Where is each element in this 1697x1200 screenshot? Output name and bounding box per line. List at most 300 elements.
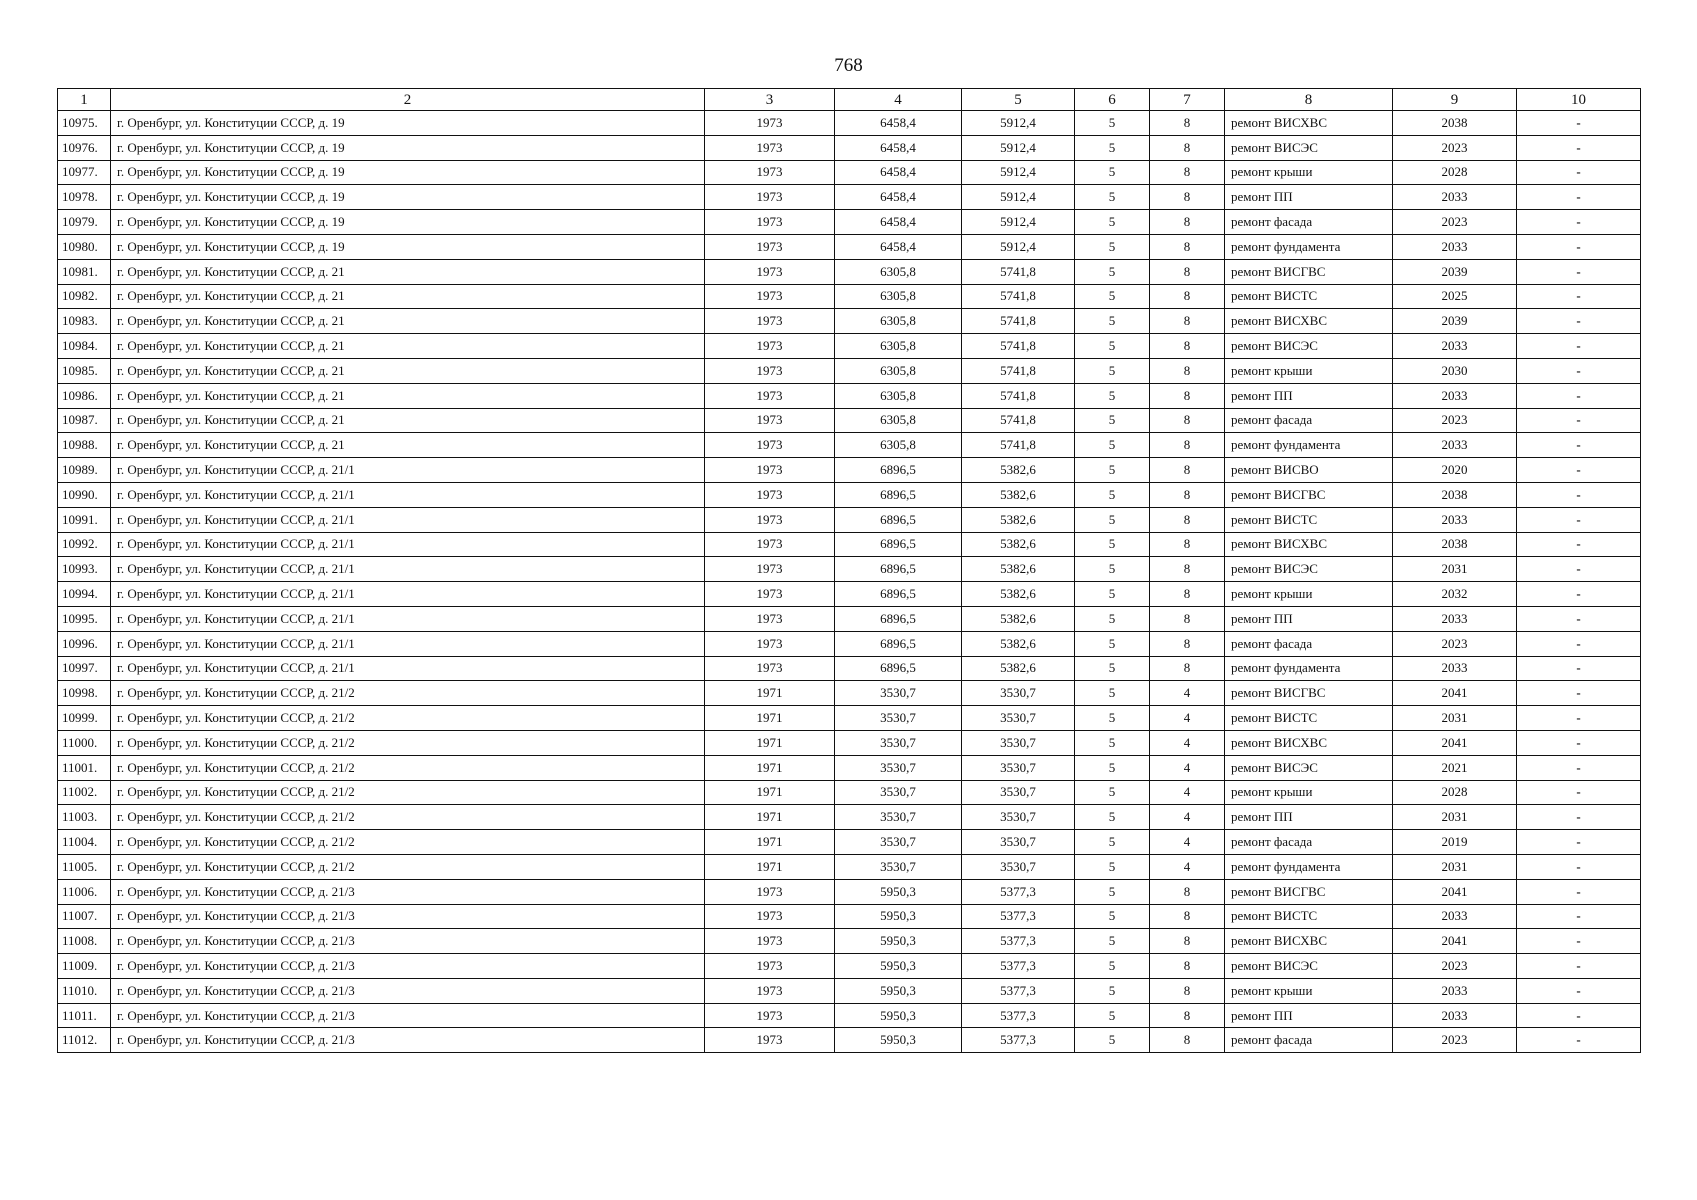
entrances-cell: 4 <box>1150 730 1225 755</box>
table-row <box>58 929 1641 954</box>
floors-cell: 5 <box>1075 185 1150 210</box>
total-area-cell: 6896,5 <box>835 507 962 532</box>
address-cell: г. Оренбург, ул. Конституции СССР, д. 21/3 <box>111 929 705 954</box>
row-number-cell: 10983. <box>58 309 111 334</box>
living-area-cell: 3530,7 <box>962 706 1075 731</box>
planned-year-cell: 2031 <box>1393 706 1517 731</box>
entrances-cell: 4 <box>1150 681 1225 706</box>
total-area-cell: 5950,3 <box>835 1003 962 1028</box>
total-area-cell: 3530,7 <box>835 805 962 830</box>
year-cell: 1971 <box>705 730 835 755</box>
table-row <box>58 160 1641 185</box>
row-number-cell: 10986. <box>58 383 111 408</box>
note-cell: - <box>1517 780 1641 805</box>
work-type-cell: ремонт ПП <box>1225 1003 1393 1028</box>
living-area-cell: 5741,8 <box>962 259 1075 284</box>
living-area-cell: 3530,7 <box>962 805 1075 830</box>
planned-year-cell: 2041 <box>1393 730 1517 755</box>
planned-year-cell: 2033 <box>1393 606 1517 631</box>
entrances-cell: 8 <box>1150 557 1225 582</box>
floors-cell: 5 <box>1075 383 1150 408</box>
address-cell: г. Оренбург, ул. Конституции СССР, д. 21 <box>111 334 705 359</box>
planned-year-cell: 2033 <box>1393 1003 1517 1028</box>
entrances-cell: 8 <box>1150 458 1225 483</box>
note-cell: - <box>1517 656 1641 681</box>
floors-cell: 5 <box>1075 681 1150 706</box>
address-cell: г. Оренбург, ул. Конституции СССР, д. 21 <box>111 284 705 309</box>
row-number-cell: 10985. <box>58 358 111 383</box>
floors-cell: 5 <box>1075 234 1150 259</box>
address-cell: г. Оренбург, ул. Конституции СССР, д. 21/2 <box>111 805 705 830</box>
floors-cell: 5 <box>1075 780 1150 805</box>
work-type-cell: ремонт фасада <box>1225 210 1393 235</box>
row-number-cell: 11006. <box>58 879 111 904</box>
table-row <box>58 111 1641 136</box>
total-area-cell: 6305,8 <box>835 433 962 458</box>
living-area-cell: 5741,8 <box>962 284 1075 309</box>
row-number-cell: 10981. <box>58 259 111 284</box>
floors-cell: 5 <box>1075 135 1150 160</box>
planned-year-cell: 2019 <box>1393 830 1517 855</box>
living-area-cell: 3530,7 <box>962 780 1075 805</box>
living-area-cell: 3530,7 <box>962 681 1075 706</box>
entrances-cell: 4 <box>1150 706 1225 731</box>
total-area-cell: 3530,7 <box>835 830 962 855</box>
work-type-cell: ремонт фундамента <box>1225 854 1393 879</box>
floors-cell: 5 <box>1075 482 1150 507</box>
address-cell: г. Оренбург, ул. Конституции СССР, д. 21/3 <box>111 904 705 929</box>
planned-year-cell: 2041 <box>1393 929 1517 954</box>
planned-year-cell: 2028 <box>1393 160 1517 185</box>
floors-cell: 5 <box>1075 830 1150 855</box>
work-type-cell: ремонт фундамента <box>1225 656 1393 681</box>
living-area-cell: 5377,3 <box>962 904 1075 929</box>
work-type-cell: ремонт ВИСЭС <box>1225 954 1393 979</box>
row-number-cell: 10996. <box>58 631 111 656</box>
note-cell: - <box>1517 458 1641 483</box>
floors-cell: 5 <box>1075 954 1150 979</box>
table-row <box>58 904 1641 929</box>
table-row <box>58 879 1641 904</box>
table-row <box>58 656 1641 681</box>
table-row <box>58 259 1641 284</box>
table-row <box>58 458 1641 483</box>
year-cell: 1973 <box>705 978 835 1003</box>
floors-cell: 5 <box>1075 606 1150 631</box>
row-number-cell: 10990. <box>58 482 111 507</box>
note-cell: - <box>1517 978 1641 1003</box>
work-type-cell: ремонт ПП <box>1225 383 1393 408</box>
floors-cell: 5 <box>1075 433 1150 458</box>
work-type-cell: ремонт ВИСТС <box>1225 904 1393 929</box>
address-cell: г. Оренбург, ул. Конституции СССР, д. 21/1 <box>111 631 705 656</box>
living-area-cell: 5377,3 <box>962 978 1075 1003</box>
planned-year-cell: 2028 <box>1393 780 1517 805</box>
living-area-cell: 5741,8 <box>962 383 1075 408</box>
planned-year-cell: 2023 <box>1393 1028 1517 1053</box>
floors-cell: 5 <box>1075 1028 1150 1053</box>
table-row <box>58 780 1641 805</box>
year-cell: 1973 <box>705 433 835 458</box>
living-area-cell: 5382,6 <box>962 458 1075 483</box>
note-cell: - <box>1517 606 1641 631</box>
entrances-cell: 8 <box>1150 259 1225 284</box>
row-number-cell: 10998. <box>58 681 111 706</box>
living-area-cell: 5377,3 <box>962 1003 1075 1028</box>
floors-cell: 5 <box>1075 259 1150 284</box>
total-area-cell: 5950,3 <box>835 929 962 954</box>
total-area-cell: 6305,8 <box>835 408 962 433</box>
table-row <box>58 681 1641 706</box>
living-area-cell: 3530,7 <box>962 830 1075 855</box>
entrances-cell: 8 <box>1150 284 1225 309</box>
planned-year-cell: 2033 <box>1393 334 1517 359</box>
planned-year-cell: 2031 <box>1393 854 1517 879</box>
table-row <box>58 557 1641 582</box>
header-cell: 4 <box>835 89 962 111</box>
address-cell: г. Оренбург, ул. Конституции СССР, д. 21 <box>111 433 705 458</box>
year-cell: 1973 <box>705 185 835 210</box>
year-cell: 1973 <box>705 482 835 507</box>
address-cell: г. Оренбург, ул. Конституции СССР, д. 19 <box>111 185 705 210</box>
table-row <box>58 532 1641 557</box>
total-area-cell: 6305,8 <box>835 358 962 383</box>
floors-cell: 5 <box>1075 284 1150 309</box>
year-cell: 1973 <box>705 309 835 334</box>
total-area-cell: 6458,4 <box>835 135 962 160</box>
total-area-cell: 6896,5 <box>835 557 962 582</box>
total-area-cell: 6305,8 <box>835 334 962 359</box>
floors-cell: 5 <box>1075 978 1150 1003</box>
planned-year-cell: 2031 <box>1393 557 1517 582</box>
living-area-cell: 5382,6 <box>962 606 1075 631</box>
entrances-cell: 8 <box>1150 656 1225 681</box>
living-area-cell: 5382,6 <box>962 631 1075 656</box>
floors-cell: 5 <box>1075 309 1150 334</box>
living-area-cell: 5377,3 <box>962 1028 1075 1053</box>
year-cell: 1973 <box>705 929 835 954</box>
work-type-cell: ремонт фасада <box>1225 631 1393 656</box>
table-row <box>58 606 1641 631</box>
total-area-cell: 5950,3 <box>835 1028 962 1053</box>
table-row <box>58 1028 1641 1053</box>
floors-cell: 5 <box>1075 408 1150 433</box>
note-cell: - <box>1517 135 1641 160</box>
year-cell: 1973 <box>705 135 835 160</box>
header-cell: 7 <box>1150 89 1225 111</box>
living-area-cell: 5912,4 <box>962 210 1075 235</box>
address-cell: г. Оренбург, ул. Конституции СССР, д. 21/2 <box>111 755 705 780</box>
living-area-cell: 5741,8 <box>962 408 1075 433</box>
entrances-cell: 8 <box>1150 532 1225 557</box>
table-row <box>58 234 1641 259</box>
table-row <box>58 185 1641 210</box>
work-type-cell: ремонт ВИСХВС <box>1225 730 1393 755</box>
year-cell: 1971 <box>705 681 835 706</box>
address-cell: г. Оренбург, ул. Конституции СССР, д. 21/1 <box>111 532 705 557</box>
entrances-cell: 8 <box>1150 135 1225 160</box>
year-cell: 1973 <box>705 383 835 408</box>
table-row <box>58 755 1641 780</box>
row-number-cell: 10979. <box>58 210 111 235</box>
work-type-cell: ремонт фундамента <box>1225 433 1393 458</box>
planned-year-cell: 2023 <box>1393 954 1517 979</box>
year-cell: 1971 <box>705 755 835 780</box>
floors-cell: 5 <box>1075 805 1150 830</box>
note-cell: - <box>1517 805 1641 830</box>
table-row <box>58 830 1641 855</box>
floors-cell: 5 <box>1075 532 1150 557</box>
address-cell: г. Оренбург, ул. Конституции СССР, д. 21/1 <box>111 458 705 483</box>
table-row <box>58 135 1641 160</box>
living-area-cell: 3530,7 <box>962 755 1075 780</box>
address-cell: г. Оренбург, ул. Конституции СССР, д. 21/1 <box>111 557 705 582</box>
address-cell: г. Оренбург, ул. Конституции СССР, д. 21/3 <box>111 954 705 979</box>
note-cell: - <box>1517 210 1641 235</box>
row-number-cell: 10975. <box>58 111 111 136</box>
floors-cell: 5 <box>1075 730 1150 755</box>
year-cell: 1973 <box>705 334 835 359</box>
entrances-cell: 4 <box>1150 854 1225 879</box>
note-cell: - <box>1517 334 1641 359</box>
work-type-cell: ремонт ВИСХВС <box>1225 309 1393 334</box>
entrances-cell: 8 <box>1150 408 1225 433</box>
table-row <box>58 854 1641 879</box>
header-row <box>58 89 1641 111</box>
total-area-cell: 6305,8 <box>835 309 962 334</box>
work-type-cell: ремонт крыши <box>1225 978 1393 1003</box>
note-cell: - <box>1517 730 1641 755</box>
note-cell: - <box>1517 358 1641 383</box>
total-area-cell: 6458,4 <box>835 185 962 210</box>
year-cell: 1973 <box>705 606 835 631</box>
floors-cell: 5 <box>1075 631 1150 656</box>
row-number-cell: 10977. <box>58 160 111 185</box>
note-cell: - <box>1517 854 1641 879</box>
table-row <box>58 706 1641 731</box>
table-row <box>58 334 1641 359</box>
total-area-cell: 6458,4 <box>835 210 962 235</box>
note-cell: - <box>1517 309 1641 334</box>
repair-schedule-table <box>57 88 1641 1053</box>
work-type-cell: ремонт ВИСЭС <box>1225 334 1393 359</box>
address-cell: г. Оренбург, ул. Конституции СССР, д. 19 <box>111 135 705 160</box>
address-cell: г. Оренбург, ул. Конституции СССР, д. 19 <box>111 210 705 235</box>
total-area-cell: 3530,7 <box>835 755 962 780</box>
note-cell: - <box>1517 631 1641 656</box>
entrances-cell: 8 <box>1150 978 1225 1003</box>
address-cell: г. Оренбург, ул. Конституции СССР, д. 21/1 <box>111 507 705 532</box>
living-area-cell: 5741,8 <box>962 433 1075 458</box>
note-cell: - <box>1517 582 1641 607</box>
work-type-cell: ремонт фасада <box>1225 1028 1393 1053</box>
planned-year-cell: 2032 <box>1393 582 1517 607</box>
planned-year-cell: 2041 <box>1393 681 1517 706</box>
total-area-cell: 6896,5 <box>835 631 962 656</box>
living-area-cell: 5377,3 <box>962 879 1075 904</box>
planned-year-cell: 2033 <box>1393 904 1517 929</box>
note-cell: - <box>1517 879 1641 904</box>
row-number-cell: 10988. <box>58 433 111 458</box>
living-area-cell: 5912,4 <box>962 185 1075 210</box>
year-cell: 1973 <box>705 954 835 979</box>
planned-year-cell: 2038 <box>1393 111 1517 136</box>
row-number-cell: 10978. <box>58 185 111 210</box>
row-number-cell: 10989. <box>58 458 111 483</box>
address-cell: г. Оренбург, ул. Конституции СССР, д. 19 <box>111 111 705 136</box>
entrances-cell: 4 <box>1150 805 1225 830</box>
row-number-cell: 10976. <box>58 135 111 160</box>
work-type-cell: ремонт ВИСТС <box>1225 507 1393 532</box>
floors-cell: 5 <box>1075 334 1150 359</box>
entrances-cell: 8 <box>1150 111 1225 136</box>
total-area-cell: 6305,8 <box>835 284 962 309</box>
table-body <box>58 111 1641 1053</box>
note-cell: - <box>1517 383 1641 408</box>
floors-cell: 5 <box>1075 160 1150 185</box>
living-area-cell: 5382,6 <box>962 557 1075 582</box>
work-type-cell: ремонт фундамента <box>1225 234 1393 259</box>
year-cell: 1973 <box>705 631 835 656</box>
floors-cell: 5 <box>1075 582 1150 607</box>
header-cell: 1 <box>58 89 111 111</box>
note-cell: - <box>1517 482 1641 507</box>
total-area-cell: 6458,4 <box>835 234 962 259</box>
living-area-cell: 3530,7 <box>962 730 1075 755</box>
total-area-cell: 5950,3 <box>835 904 962 929</box>
row-number-cell: 11010. <box>58 978 111 1003</box>
year-cell: 1973 <box>705 408 835 433</box>
address-cell: г. Оренбург, ул. Конституции СССР, д. 21/2 <box>111 854 705 879</box>
note-cell: - <box>1517 160 1641 185</box>
total-area-cell: 6305,8 <box>835 259 962 284</box>
note-cell: - <box>1517 954 1641 979</box>
table-row <box>58 954 1641 979</box>
year-cell: 1971 <box>705 706 835 731</box>
page-number: 768 <box>834 55 863 76</box>
address-cell: г. Оренбург, ул. Конституции СССР, д. 21/1 <box>111 482 705 507</box>
work-type-cell: ремонт крыши <box>1225 358 1393 383</box>
floors-cell: 5 <box>1075 929 1150 954</box>
row-number-cell: 11012. <box>58 1028 111 1053</box>
entrances-cell: 8 <box>1150 582 1225 607</box>
planned-year-cell: 2033 <box>1393 978 1517 1003</box>
living-area-cell: 5741,8 <box>962 334 1075 359</box>
table-row <box>58 284 1641 309</box>
note-cell: - <box>1517 1028 1641 1053</box>
header-cell: 2 <box>111 89 705 111</box>
floors-cell: 5 <box>1075 904 1150 929</box>
work-type-cell: ремонт крыши <box>1225 780 1393 805</box>
year-cell: 1973 <box>705 879 835 904</box>
entrances-cell: 8 <box>1150 929 1225 954</box>
planned-year-cell: 2033 <box>1393 507 1517 532</box>
address-cell: г. Оренбург, ул. Конституции СССР, д. 21/2 <box>111 780 705 805</box>
planned-year-cell: 2039 <box>1393 309 1517 334</box>
living-area-cell: 5382,6 <box>962 507 1075 532</box>
planned-year-cell: 2031 <box>1393 805 1517 830</box>
entrances-cell: 8 <box>1150 1003 1225 1028</box>
row-number-cell: 11001. <box>58 755 111 780</box>
work-type-cell: ремонт ВИСВО <box>1225 458 1393 483</box>
entrances-cell: 8 <box>1150 383 1225 408</box>
note-cell: - <box>1517 111 1641 136</box>
address-cell: г. Оренбург, ул. Конституции СССР, д. 19 <box>111 160 705 185</box>
work-type-cell: ремонт ВИСГВС <box>1225 879 1393 904</box>
planned-year-cell: 2038 <box>1393 482 1517 507</box>
total-area-cell: 3530,7 <box>835 854 962 879</box>
year-cell: 1973 <box>705 160 835 185</box>
note-cell: - <box>1517 433 1641 458</box>
floors-cell: 5 <box>1075 111 1150 136</box>
address-cell: г. Оренбург, ул. Конституции СССР, д. 21/2 <box>111 730 705 755</box>
note-cell: - <box>1517 929 1641 954</box>
entrances-cell: 8 <box>1150 210 1225 235</box>
row-number-cell: 10980. <box>58 234 111 259</box>
entrances-cell: 8 <box>1150 879 1225 904</box>
floors-cell: 5 <box>1075 879 1150 904</box>
living-area-cell: 3530,7 <box>962 854 1075 879</box>
total-area-cell: 6896,5 <box>835 656 962 681</box>
living-area-cell: 5377,3 <box>962 929 1075 954</box>
address-cell: г. Оренбург, ул. Конституции СССР, д. 21 <box>111 408 705 433</box>
entrances-cell: 8 <box>1150 631 1225 656</box>
address-cell: г. Оренбург, ул. Конституции СССР, д. 21/1 <box>111 656 705 681</box>
total-area-cell: 6896,5 <box>835 582 962 607</box>
note-cell: - <box>1517 507 1641 532</box>
year-cell: 1971 <box>705 854 835 879</box>
floors-cell: 5 <box>1075 656 1150 681</box>
work-type-cell: ремонт ВИСХВС <box>1225 111 1393 136</box>
note-cell: - <box>1517 1003 1641 1028</box>
address-cell: г. Оренбург, ул. Конституции СССР, д. 21/3 <box>111 879 705 904</box>
address-cell: г. Оренбург, ул. Конституции СССР, д. 19 <box>111 234 705 259</box>
year-cell: 1973 <box>705 1028 835 1053</box>
planned-year-cell: 2038 <box>1393 532 1517 557</box>
planned-year-cell: 2025 <box>1393 284 1517 309</box>
table-row <box>58 358 1641 383</box>
address-cell: г. Оренбург, ул. Конституции СССР, д. 21/3 <box>111 978 705 1003</box>
address-cell: г. Оренбург, ул. Конституции СССР, д. 21 <box>111 259 705 284</box>
entrances-cell: 8 <box>1150 358 1225 383</box>
header-cell: 9 <box>1393 89 1517 111</box>
year-cell: 1973 <box>705 284 835 309</box>
total-area-cell: 6896,5 <box>835 458 962 483</box>
table-row <box>58 383 1641 408</box>
planned-year-cell: 2020 <box>1393 458 1517 483</box>
year-cell: 1973 <box>705 1003 835 1028</box>
header-cell: 10 <box>1517 89 1641 111</box>
total-area-cell: 6458,4 <box>835 160 962 185</box>
row-number-cell: 10999. <box>58 706 111 731</box>
address-cell: г. Оренбург, ул. Конституции СССР, д. 21/2 <box>111 706 705 731</box>
entrances-cell: 8 <box>1150 334 1225 359</box>
work-type-cell: ремонт ВИСЭС <box>1225 557 1393 582</box>
floors-cell: 5 <box>1075 210 1150 235</box>
address-cell: г. Оренбург, ул. Конституции СССР, д. 21/3 <box>111 1003 705 1028</box>
entrances-cell: 8 <box>1150 433 1225 458</box>
total-area-cell: 5950,3 <box>835 978 962 1003</box>
row-number-cell: 10984. <box>58 334 111 359</box>
total-area-cell: 6896,5 <box>835 532 962 557</box>
year-cell: 1973 <box>705 904 835 929</box>
note-cell: - <box>1517 904 1641 929</box>
entrances-cell: 8 <box>1150 309 1225 334</box>
entrances-cell: 8 <box>1150 160 1225 185</box>
total-area-cell: 5950,3 <box>835 879 962 904</box>
table-row <box>58 408 1641 433</box>
table-row <box>58 210 1641 235</box>
